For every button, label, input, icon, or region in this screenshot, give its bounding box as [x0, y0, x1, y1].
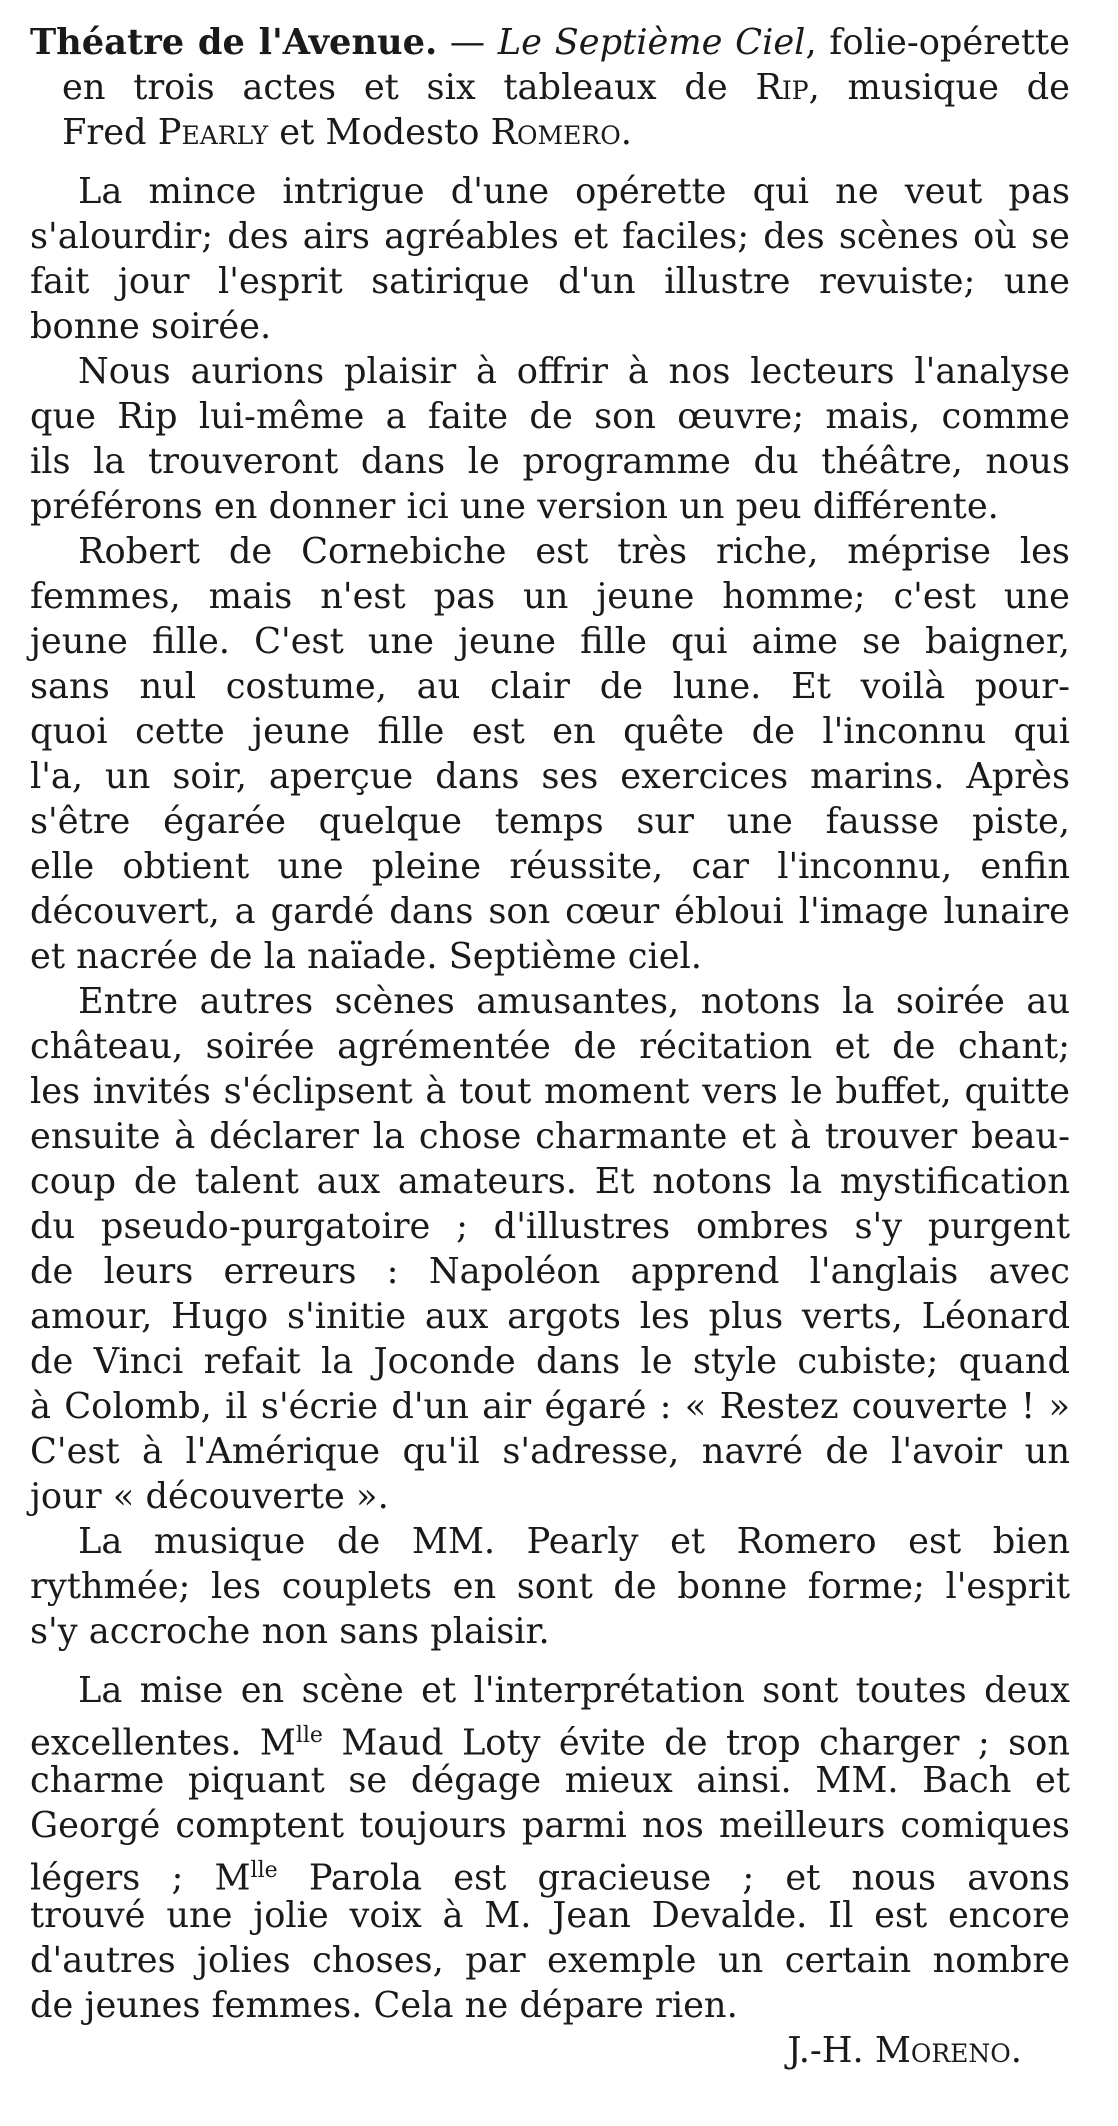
- paragraph-line: jour « découverte ».: [30, 1476, 389, 1517]
- venue-name: Théatre de l'Avenue.: [30, 22, 438, 63]
- paragraph-line: s'y accroche non sans plaisir.: [30, 1611, 550, 1652]
- heading-genre: , folie-opérette: [805, 22, 1071, 63]
- review-article: [30, 20, 1070, 2073]
- paragraph-line: jeune fille. C'est une jeune fille qui aime se baigner,: [30, 621, 1070, 662]
- paragraph-line: de jeunes femmes. Cela ne dépare rien.: [30, 1985, 738, 2026]
- paragraph-line: quoi cette jeune fille est en quête de l'inconnu qui: [30, 711, 1070, 752]
- paragraph-line: les invités s'éclipsent à tout moment vers le buffet, quitte: [30, 1071, 1070, 1112]
- paragraph-text: légers ; M: [30, 1857, 251, 1899]
- paragraph-text: excellentes. M: [30, 1722, 296, 1764]
- paragraph-line: Georgé comptent toujours parmi nos meilleurs comiques: [30, 1805, 1070, 1846]
- paragraph-line: du pseudo-purgatoire ; d'illustres ombres s'y purgent: [30, 1206, 1070, 1247]
- paragraph-line: elle obtient une pleine réussite, car l'inconnu, enfin: [30, 846, 1070, 887]
- author-signature: J.-H. Moreno.: [787, 2030, 1022, 2071]
- paragraph-text: Parola est gracieuse ; et nous avons: [277, 1857, 1070, 1899]
- paragraph-line: C'est à l'Amérique qu'il s'adresse, navré de l'avoir un: [30, 1431, 1070, 1472]
- composer-name: Pearly: [157, 112, 269, 153]
- heading-line-3: [30, 110, 1070, 155]
- paragraph-line: femmes, mais n'est pas un jeune homme; c'est une: [30, 576, 1070, 617]
- paragraph-line: rythmée; les couplets en sont de bonne forme; l'esprit: [30, 1566, 1070, 1607]
- paragraph-line: La mince intrigue d'une opérette qui ne veut pas: [78, 171, 1070, 212]
- paragraph-line: charme piquant se dégage mieux ainsi. MM. Bach et: [30, 1760, 1070, 1801]
- heading-text: en trois actes et six tableaux de: [62, 67, 756, 108]
- paragraph-line: sans nul costume, au clair de lune. Et voilà pour-: [30, 666, 1070, 707]
- honorific-superscript: lle: [250, 1858, 278, 1883]
- heading-text: et Modesto: [268, 112, 491, 153]
- paragraph-line: La mise en scène et l'interprétation sont toutes deux: [78, 1670, 1070, 1711]
- paragraph-line: que Rip lui-même a faite de son œuvre; mais, comme: [30, 396, 1070, 437]
- paragraph-line: préférons en donner ici une version un peu différente.: [30, 486, 999, 527]
- paragraph-line: trouvé une jolie voix à M. Jean Devalde. Il est encore: [30, 1895, 1070, 1936]
- paragraph-text: Maud Loty évite de trop charger ; son: [322, 1722, 1070, 1764]
- composer-name: Romero: [490, 112, 621, 153]
- paragraph-line: fait jour l'esprit satirique d'un illustre revuiste; une: [30, 261, 1070, 302]
- paragraph-line: et nacrée de la naïade. Septième ciel.: [30, 936, 702, 977]
- heading-text: .: [620, 112, 632, 153]
- paragraph-line: ensuite à déclarer la chose charmante et à trouver beau-: [30, 1116, 1070, 1157]
- paragraph-line: [30, 1848, 1070, 1899]
- paragraph-line: Nous aurions plaisir à offrir à nos lecteurs l'analyse: [78, 351, 1070, 392]
- paragraph-line: amour, Hugo s'initie aux argots les plus verts, Léonard: [30, 1296, 1070, 1337]
- paragraph-line: La musique de MM. Pearly et Romero est bien: [78, 1521, 1070, 1562]
- paragraph-line: ils la trouveront dans le programme du théâtre, nous: [30, 441, 1070, 482]
- paragraph-line: [30, 1713, 1070, 1764]
- heading-text: Fred: [62, 112, 158, 153]
- spacer: [30, 1654, 1070, 1668]
- heading-line-2: [30, 65, 1070, 110]
- paragraph-line: bonne soirée.: [30, 306, 272, 347]
- paragraph-line: de leurs erreurs : Napoléon apprend l'anglais avec: [30, 1251, 1070, 1292]
- paragraph-line: Robert de Cornebiche est très riche, méprise les: [78, 531, 1070, 572]
- play-title: Le Septième Ciel: [497, 22, 806, 63]
- paragraph-line: d'autres jolies choses, par exemple un certain nombre: [30, 1940, 1070, 1981]
- author-name: Rip: [755, 67, 809, 108]
- paragraph-line: s'être égarée quelque temps sur une fausse piste,: [30, 801, 1070, 842]
- spacer: [30, 155, 1070, 169]
- paragraph-line: château, soirée agrémentée de récitation et de chant;: [30, 1026, 1070, 1067]
- paragraph-line: à Colomb, il s'écrie d'un air égaré : « Restez couverte ! »: [30, 1386, 1070, 1427]
- paragraph-line: découvert, a gardé dans son cœur ébloui l'image lunaire: [30, 891, 1070, 932]
- paragraph-line: de Vinci refait la Joconde dans le style cubiste; quand: [30, 1341, 1070, 1382]
- paragraph-line: s'alourdir; des airs agréables et faciles; des scènes où se: [30, 216, 1070, 257]
- paragraph-line: l'a, un soir, aperçue dans ses exercices marins. Après: [30, 756, 1070, 797]
- heading-line-1: [30, 20, 1070, 65]
- heading-text: , musique de: [808, 67, 1070, 108]
- heading-dash: —: [437, 22, 498, 63]
- honorific-superscript: lle: [295, 1723, 323, 1748]
- paragraph-line: coup de talent aux amateurs. Et notons la mystification: [30, 1161, 1070, 1202]
- paragraph-line: Entre autres scènes amusantes, notons la soirée au: [78, 981, 1070, 1022]
